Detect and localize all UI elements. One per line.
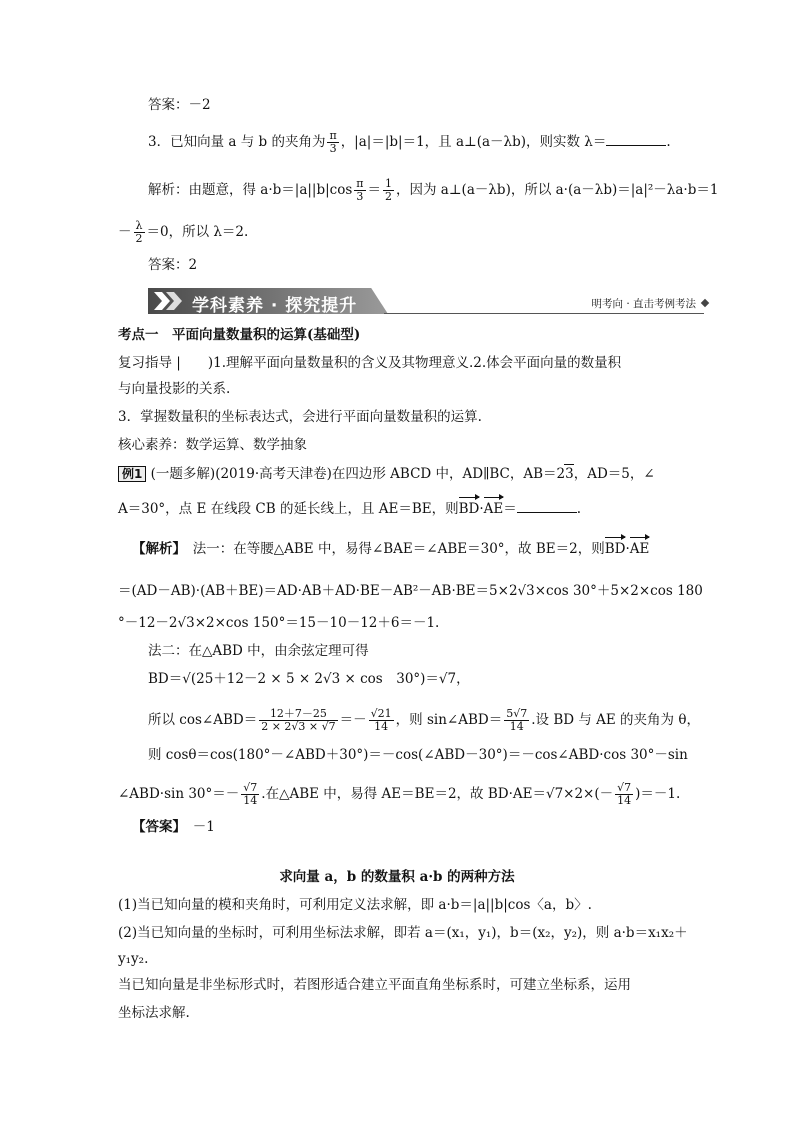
analysis-method-2-line4: 则 cosθ＝cos(180°－∠ABD＋30°)＝－cos(∠ABD－30°)＝－cos∠ABD·cos 30°－sin <box>148 747 688 763</box>
item-3: 3．掌握数量积的坐标表达式，会进行平面向量数量积的运算. <box>118 409 482 425</box>
section-banner <box>148 288 708 316</box>
example-1-line1: 例1 (一题多解)(2019·高考天津卷)在四边形 ABCD 中，AD∥BC，AB＝23，AD＝5，∠ <box>118 464 655 483</box>
analysis-method-1-line2: ＝(AD－AB)·(AB＋BE)＝AD·AB＋AD·BE－AB²－AB·BE＝5×2√3×cos 30°＋5×2×cos 180 <box>118 583 703 599</box>
analysis-method-2-line5: ∠ABD·sin 30°＝－ $\frac{√7}{14}$ .在△ABE 中，易得 AE＝BE＝2，故 BD·AE＝√7×2×(－ $\frac{√7}{14}$ )＝－1. <box>118 781 681 807</box>
point-title: 考点一 平面向量数量积的运算(基础型) <box>118 327 361 343</box>
banner-title: 学科素养 · 探究提升 <box>192 296 358 316</box>
analysis-method-2-bd: BD＝√(25＋12－2 × 5 × 2√3 × cos 30°)＝√7， <box>148 671 470 687</box>
method-p2: (2)当已知向量的坐标时，可利用坐标法求解，即若 a＝(x₁，y₁)，b＝(x₂，y₂)，则 a·b＝x₁x₂＋ <box>118 925 688 941</box>
banner-chevron-icon <box>154 292 186 310</box>
q3-fraction: $\frac{\pi}{3}$ <box>329 129 337 155</box>
review-guide-2: 与向量投影的关系. <box>118 381 231 397</box>
diamond-icon <box>701 299 709 307</box>
q3-answer-blank <box>606 133 666 146</box>
answer-1: 答案：－2 <box>148 97 211 113</box>
method-p2b: y₁y₂. <box>118 951 149 967</box>
analysis-method-2-cos: 所以 cos∠ABD＝ $\frac{12+7-25}{2 \times 2√3 \times √7}$ ＝－ $\frac{√21}{14}$ ，则 sin∠ABD＝ $\frac{5√7}{14}$ .设 BD 与 AE 的夹角为 θ， <box>148 707 700 733</box>
method-p1: (1)当已知向量的模和夹角时，可利用定义法求解，即 a·b＝|a||b|cos〈a，b〉. <box>118 897 592 913</box>
example-label: 例1 <box>118 466 146 482</box>
banner-subtitle: 明考向 · 直击考例考法 <box>591 298 696 310</box>
method-p3: 当已知向量是非坐标形式时，若图形适合建立平面直角坐标系时，可建立坐标系，运用 <box>118 977 631 993</box>
analysis-method-1-line3: °－12－2√3×2×cos 150°＝15－10－12＋6＝－1. <box>118 615 440 631</box>
analysis-answer: 【答案】 －1 <box>132 819 215 835</box>
solution-3-line1: 解析：由题意，得 a·b＝|a||b|cos $\frac{\pi}{3}$ ＝ $\frac{1}{2}$ ，因为 a⊥(a－λb)，所以 a·(a－λb)＝|a|²－λa·b＝1 <box>148 177 719 203</box>
q3-prefix: 3．已知向量 a 与 b 的夹角为 <box>148 134 326 150</box>
question-3: 3．已知向量 a 与 b 的夹角为 $\frac{\pi}{3}$ ，|a|＝|b|＝1，且 a⊥(a－λb)，则实数 λ＝ . <box>148 129 671 155</box>
answer-2: 答案：2 <box>148 257 198 273</box>
example-answer-blank <box>517 500 577 513</box>
example-1-line2: A＝30°，点 E 在线段 CB 的延长线上，且 AE＝BE，则BD·AE＝ . <box>118 501 582 517</box>
q3-suffix: ，|a|＝|b|＝1，且 a⊥(a－λb)，则实数 λ＝ <box>340 134 607 150</box>
review-guide: 复习指导 | )1.理解平面向量数量积的含义及其物理意义.2.体会平面向量的数量积 <box>118 355 622 371</box>
method-p3b: 坐标法求解. <box>118 1005 190 1021</box>
method-title: 求向量 a，b 的数量积 a·b 的两种方法 <box>279 869 515 885</box>
banner-divider <box>384 313 704 314</box>
analysis-method-2-title: 法二：在△ABD 中，由余弦定理可得 <box>148 643 369 659</box>
analysis-method-1: 【解析】 法一：在等腰△ABE 中，易得∠BAE＝∠ABE＝30°，故 BE＝2，则BD·AE <box>132 541 650 557</box>
core-literacy: 核心素养：数学运算、数学抽象 <box>118 437 307 453</box>
solution-3-line2: － $\frac{\lambda}{2}$ ＝0，所以 λ＝2. <box>118 219 249 245</box>
